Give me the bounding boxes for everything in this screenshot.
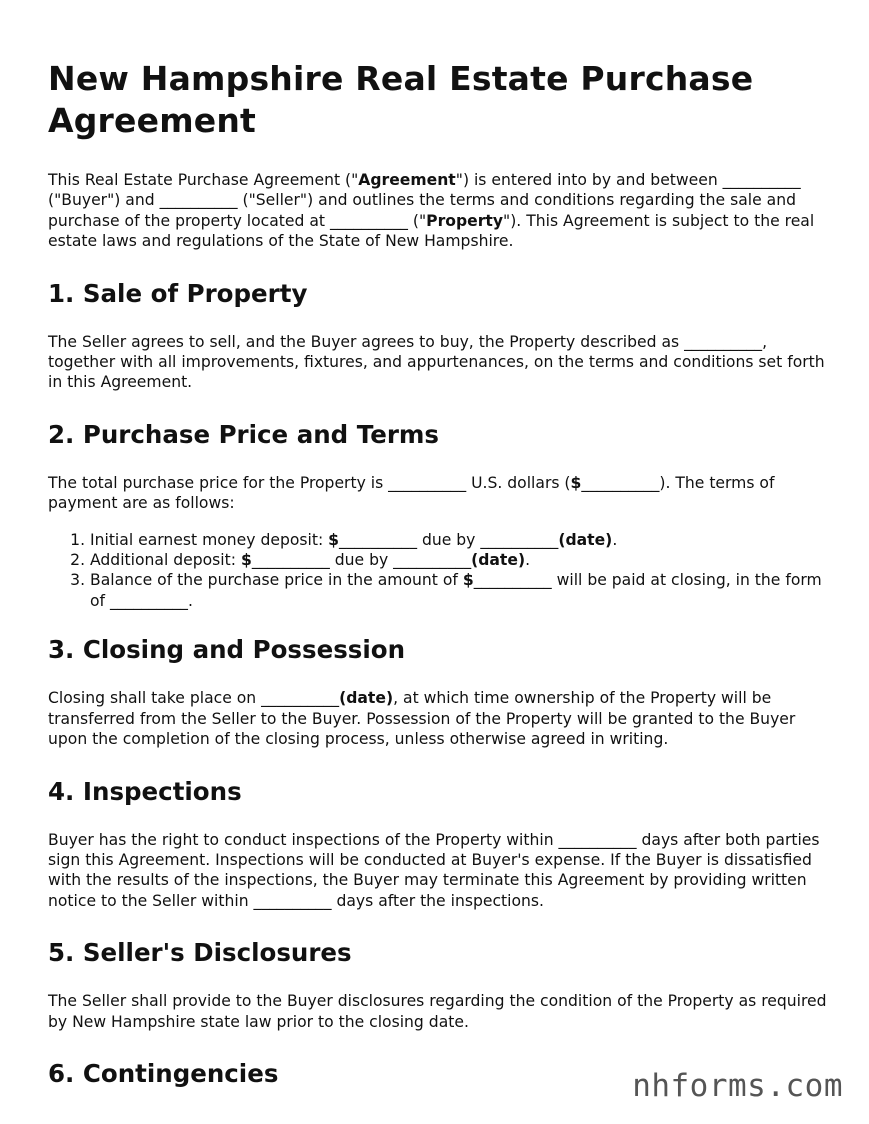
payment-term-1-date: (date): [558, 530, 613, 549]
closing-date-label: (date): [339, 689, 394, 708]
section-6-heading: 6. Contingencies: [48, 1058, 279, 1088]
payment-term-2-label: Additional deposit:: [90, 551, 241, 570]
price-text-2: __________). The terms of payment are as follows:: [48, 473, 775, 513]
payment-term-3: [90, 570, 833, 611]
payment-term-2-period: .: [525, 551, 531, 570]
section-5-text: The Seller shall provide to the Buyer disclosures regarding the condition of the Property as required by New Hampshire state law prior to the closing date.: [48, 992, 827, 1031]
section-4-text: Buyer has the right to conduct inspections of the Property within __________ days after both parties sign this Agreement. Inspections will be conducted at Buyer's expense. If the Buyer is dissatisfied with the results of the inspections, the Buyer may terminate this Agreement by providing written notice to the Seller within __________ days after the inspections.: [48, 830, 820, 910]
payment-term-2-date: (date): [471, 551, 526, 570]
payment-term-1-blank: __________ due by __________: [339, 530, 559, 549]
closing-text-2: , at which time ownership of the Property will be transferred from the Seller to the Buyer. Possession of the Property will be granted to the Buyer upon the completion of the closing process, unless otherwise agreed in writing.: [48, 689, 796, 749]
intro-text-2: ") is entered into by and between __________ ("Buyer") and __________ ("Seller") and outlines the terms and conditions regarding the sale and purchase of the property located at __________ (": [48, 171, 801, 230]
payment-term-2-dollar: $: [240, 551, 252, 570]
payment-term-1-label: Initial earnest money deposit:: [90, 530, 329, 549]
section-3-heading: 3. Closing and Possession: [48, 635, 406, 665]
payment-term-3-blank: __________ will be paid at closing, in the form of __________.: [90, 571, 822, 610]
payment-term-2-blank: __________ due by __________: [251, 551, 472, 570]
payment-term-1-period: .: [612, 530, 618, 549]
price-dollar-sign: $: [570, 473, 582, 492]
section-2-text: [48, 473, 833, 514]
closing-text-1: Closing shall take place on __________: [48, 689, 340, 708]
property-term: Property: [426, 211, 504, 230]
payment-term-3-label: Balance of the purchase price in the amount of: [90, 571, 463, 590]
document-title: New Hampshire Real Estate Purchase Agreement: [48, 59, 754, 140]
payment-term-1: [90, 530, 833, 550]
section-2-heading: 2. Purchase Price and Terms: [48, 419, 440, 449]
payment-terms-list: [48, 530, 833, 612]
section-1-text: The Seller agrees to sell, and the Buyer agrees to buy, the Property described as __________, together with all improvements, fixtures, and appurtenances, on the terms and conditions set forth in this Agreement.: [48, 332, 825, 392]
nhforms-watermark: nhforms.com: [632, 1068, 843, 1104]
document-page: [48, 58, 833, 1112]
intro-paragraph: [48, 170, 833, 252]
section-3-text: [48, 688, 833, 749]
payment-term-1-dollar: $: [328, 530, 340, 549]
payment-term-2: [90, 550, 833, 570]
agreement-term: Agreement: [358, 171, 456, 189]
section-1-heading: 1. Sale of Property: [48, 278, 308, 308]
intro-text-1: This Real Estate Purchase Agreement (": [48, 171, 359, 189]
intro-text-3: "). This Agreement is subject to the real estate laws and regulations of the State of New Hampshire.: [48, 211, 815, 251]
payment-term-3-dollar: $: [462, 571, 474, 590]
price-text-1: The total purchase price for the Property is __________ U.S. dollars (: [48, 473, 571, 492]
section-5-heading: 5. Seller's Disclosures: [48, 938, 352, 968]
section-4-heading: 4. Inspections: [48, 776, 242, 806]
